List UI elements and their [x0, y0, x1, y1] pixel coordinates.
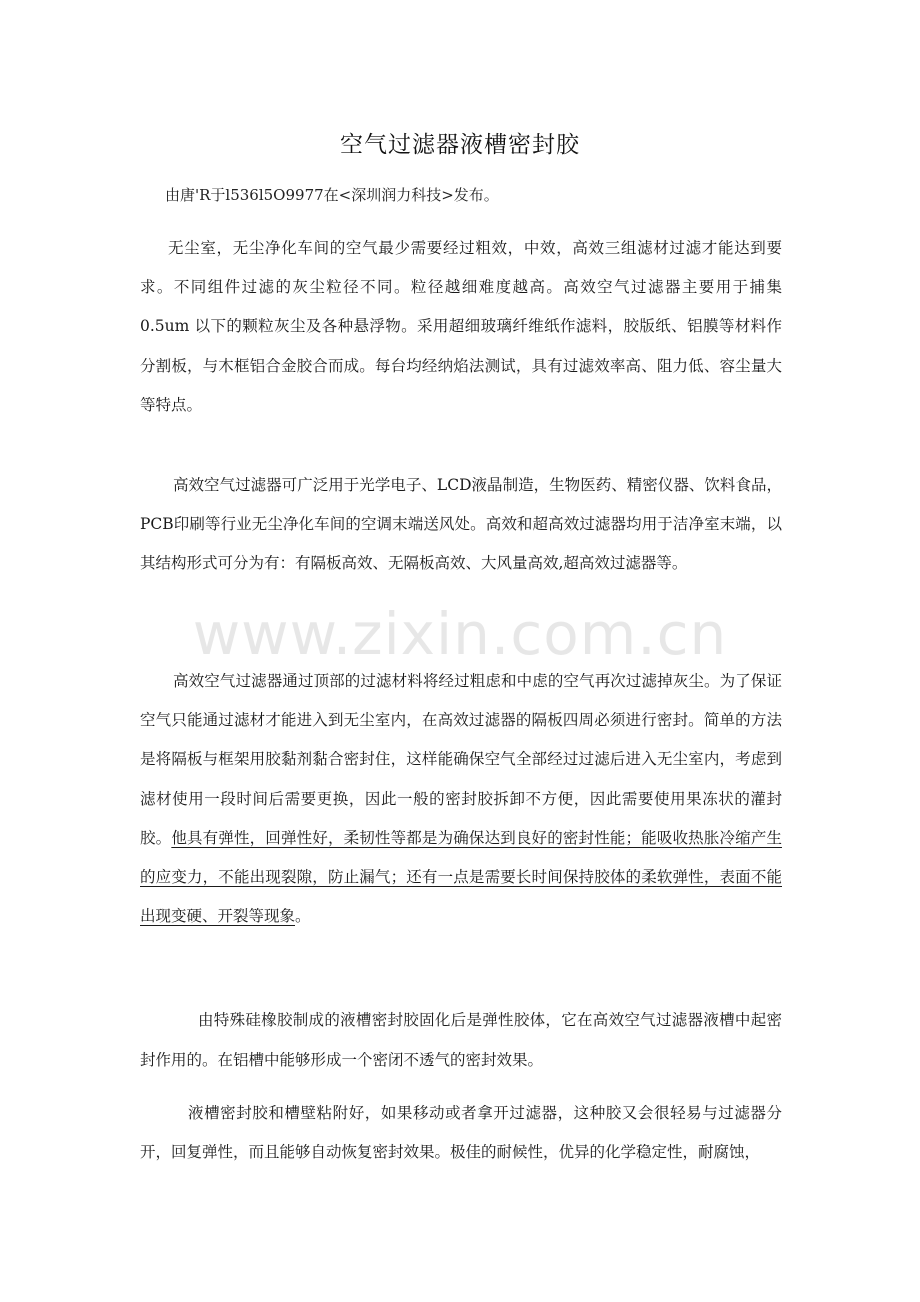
paragraph-1: 无尘室，无尘净化车间的空气最少需要经过粗效，中效，高效三组滤材过滤才能达到要求。不同组件过滤的灰尘粒径不同。粒径越细难度越高。高效空气过滤器主要用于捕集 0.5um 以下的颗粒灰尘及各种悬浮物。采用超细玻璃纤维纸作滤料，胶版纸、铝膜等材料作分割板，与木框铝合金胶合而成。每台均经纳焰法测试，具有过滤效率高、阻力低、容尘量大等特点。	[140, 239, 782, 414]
paragraph-3	[140, 662, 782, 936]
underlined-text: 他具有弹性，回弹性好，柔韧性等都是为确保达到良好的密封性能；能吸收热胀冷缩产生的应变力，不能出现裂隙，防止漏气；还有一点是需要长时间保持胶体的柔软弹性，表面不能出现变硬、开裂等现象	[140, 828, 782, 926]
paragraph-5: 液槽密封胶和槽壁粘附好，如果移动或者拿开过滤器，这种胶又会很轻易与过滤器分开，回复弹性，而且能够自动恢复密封效果。极佳的耐候性，优异的化学稳定性，耐腐蚀，	[140, 1104, 782, 1162]
watermark: www.zixin.com.cn	[192, 600, 728, 668]
paragraph-2: 高效空气过滤器可广泛用于光学电子、LCD液晶制造，生物医药、精密仪器、饮料食品，PCB印刷等行业无尘净化车间的空调末端送风处。高效和超高效过滤器均用于洁净室末端，以其结构形式可分为有：有隔板高效、无隔板高效、大风量高效,超高效过滤器等。	[140, 476, 782, 573]
underlined-tail: 。	[295, 907, 311, 926]
paragraph-3-text: 高效空气过滤器通过顶部的过滤材料将经过粗虑和中虑的空气再次过滤掉灰尘。为了保证空气只能通过滤材才能进入到无尘室内，在高效过滤器的隔板四周必须进行密封。简单的方法是将隔板与框架用胶黏剂黏合密封住，这样能确保空气全部经过过滤后进入无尘室内，考虑到滤材使用一段时间后需要更换，因此一般的密封胶拆卸不方便，因此需要使用果冻状的灌封胶。	[140, 672, 782, 847]
paragraph-4: 由特殊硅橡胶制成的液槽密封胶固化后是弹性胶体，它在高效空气过滤器液槽中起密封作用的。在铝槽中能够形成一个密闭不透气的密封效果。	[140, 1011, 782, 1069]
byline: 由唐'R于l536l5O9977在<深圳润力科技>发布。	[165, 186, 499, 204]
document-title: 空气过滤器液槽密封胶	[340, 132, 580, 158]
